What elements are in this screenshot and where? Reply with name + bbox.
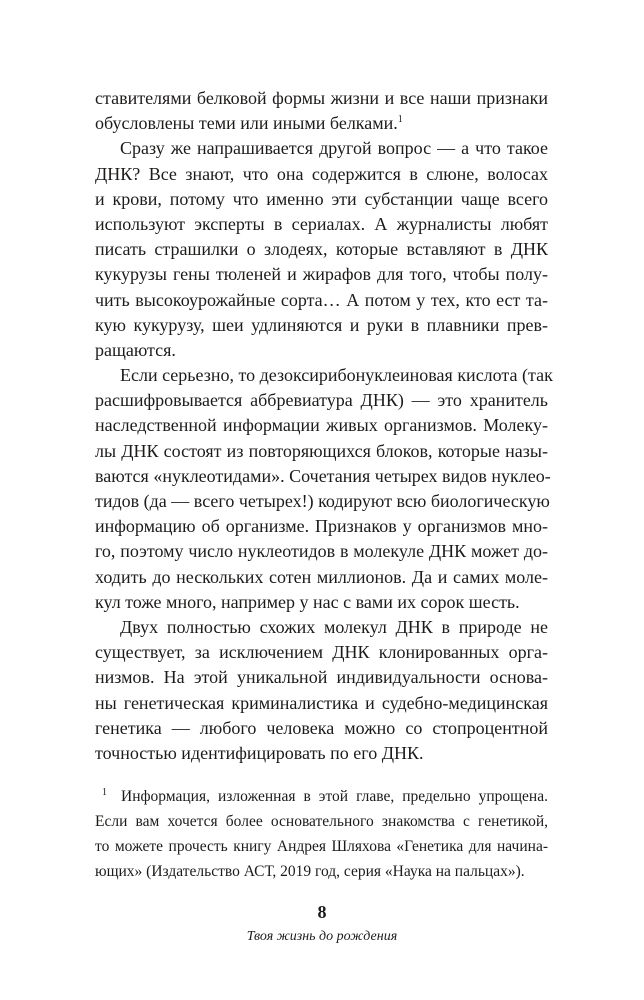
text-line [95, 313, 548, 338]
text-line [95, 615, 548, 640]
line-text: кул тоже много, например у нас с вами их сорок шесть. [95, 591, 520, 612]
footnote-text: Информация, изложенная в этой главе, предельно упрощена. [121, 788, 548, 805]
line-text: Сразу же напрашивается другой вопрос — а что такое [120, 138, 548, 159]
text-line [95, 162, 548, 187]
line-text: ны генетическая криминалистика и судебно-медицинская [95, 692, 548, 713]
line-text: информацию об организме. Признаков у организмов мно- [95, 516, 548, 537]
line-text: кукурузы гены тюленей и жирафов для того, чтобы полу- [95, 264, 548, 285]
text-line [95, 539, 548, 564]
text-line [95, 464, 551, 489]
line-text: ваются «нуклеотидами». Сочетания четырех видов нуклео- [95, 465, 551, 486]
footnote-line [95, 809, 548, 834]
text-line [95, 388, 548, 413]
line-text: генетика — любого человека можно со стопроцентной [95, 717, 548, 738]
text-line [95, 439, 548, 464]
footnote-reference[interactable]: 1 [397, 114, 403, 126]
line-text: кую кукурузу, шеи удлиняются и руки в плавники прев- [95, 314, 548, 335]
line-text: используют эксперты в сериалах. А журналисты любят [95, 213, 548, 234]
text-line [95, 212, 548, 237]
line-text: писать страшилки о злодеях, которые вставляют в ДНК [95, 239, 548, 260]
line-text: существует, за исключением ДНК клонированных орга- [95, 642, 548, 663]
paragraph [95, 363, 553, 615]
text-line [95, 237, 548, 262]
line-text: обусловлены теми или иными белками. [95, 113, 398, 134]
footnote-line [95, 859, 548, 884]
text-line [95, 363, 553, 388]
text-line [95, 565, 548, 590]
text-line [95, 514, 548, 539]
line-text: наследственной информации живых организмов. Молеку- [95, 415, 548, 436]
line-text: ходить до нескольких сотен миллионов. Да и самих моле- [95, 566, 548, 587]
paragraph [95, 86, 548, 136]
text-line [95, 338, 548, 363]
line-text: расшифровывается аббревиатура ДНК) — это хранитель [95, 390, 548, 411]
footnote-line [95, 784, 548, 809]
text-line [95, 640, 548, 665]
footnote-text: то можете прочесть книгу Андрея Шляхова «Генетика для начина- [95, 838, 548, 855]
line-text: лы ДНК состоят из повторяющихся блоков, которые назы- [95, 440, 548, 461]
text-line [95, 288, 548, 313]
footnote-text: Если вам хочется более основательного знакомства с генетикой, [95, 813, 548, 830]
text-line [95, 590, 548, 615]
line-text: низмов. На этой уникальной индивидуальности основа- [95, 667, 548, 688]
line-text: ращаются. [95, 339, 176, 360]
text-line [95, 665, 548, 690]
text-line [95, 413, 548, 438]
line-text: ставителями белковой формы жизни и все наши признаки [95, 88, 548, 108]
text-line [95, 86, 548, 111]
line-text: точностью идентифицировать по его ДНК. [95, 742, 424, 763]
paragraph [95, 615, 548, 766]
text-line [95, 262, 548, 287]
text-line [95, 111, 548, 136]
paragraph [95, 136, 548, 363]
line-text: тидов (да — всего четырех!) кодируют всю биологическую [95, 491, 550, 511]
text-line [95, 691, 548, 716]
footnote-line [95, 834, 548, 859]
line-text: ДНК? Все знают, что она содержится в слюне, волосах [95, 163, 548, 184]
line-text: Двух полностью схожих молекул ДНК в природе не [120, 616, 548, 637]
line-text: чить высокоурожайные сорта… А потом у тех, кто ест та- [95, 289, 548, 310]
text-line [95, 741, 548, 766]
footnote-number: 1 [102, 786, 107, 798]
text-line [95, 716, 548, 741]
footnotes [95, 784, 548, 884]
text-line [95, 136, 548, 161]
body-text [95, 86, 553, 766]
footnote-text: ющих» (Издательство АСТ, 2019 год, серия «Наука на пальцах»). [95, 863, 525, 880]
running-head: Твоя жизнь до рождения [246, 929, 398, 944]
line-text: и крови, потому что именно эти субстанции чаще всего [95, 188, 548, 209]
text-line [95, 187, 548, 212]
line-text: го, поэтому число нуклеотидов в молекуле ДНК может до- [95, 541, 548, 562]
page-number: 8 [317, 902, 327, 922]
line-text: Если серьезно, то дезоксирибонуклеиновая кислота (так [120, 365, 553, 386]
text-line [95, 489, 548, 514]
